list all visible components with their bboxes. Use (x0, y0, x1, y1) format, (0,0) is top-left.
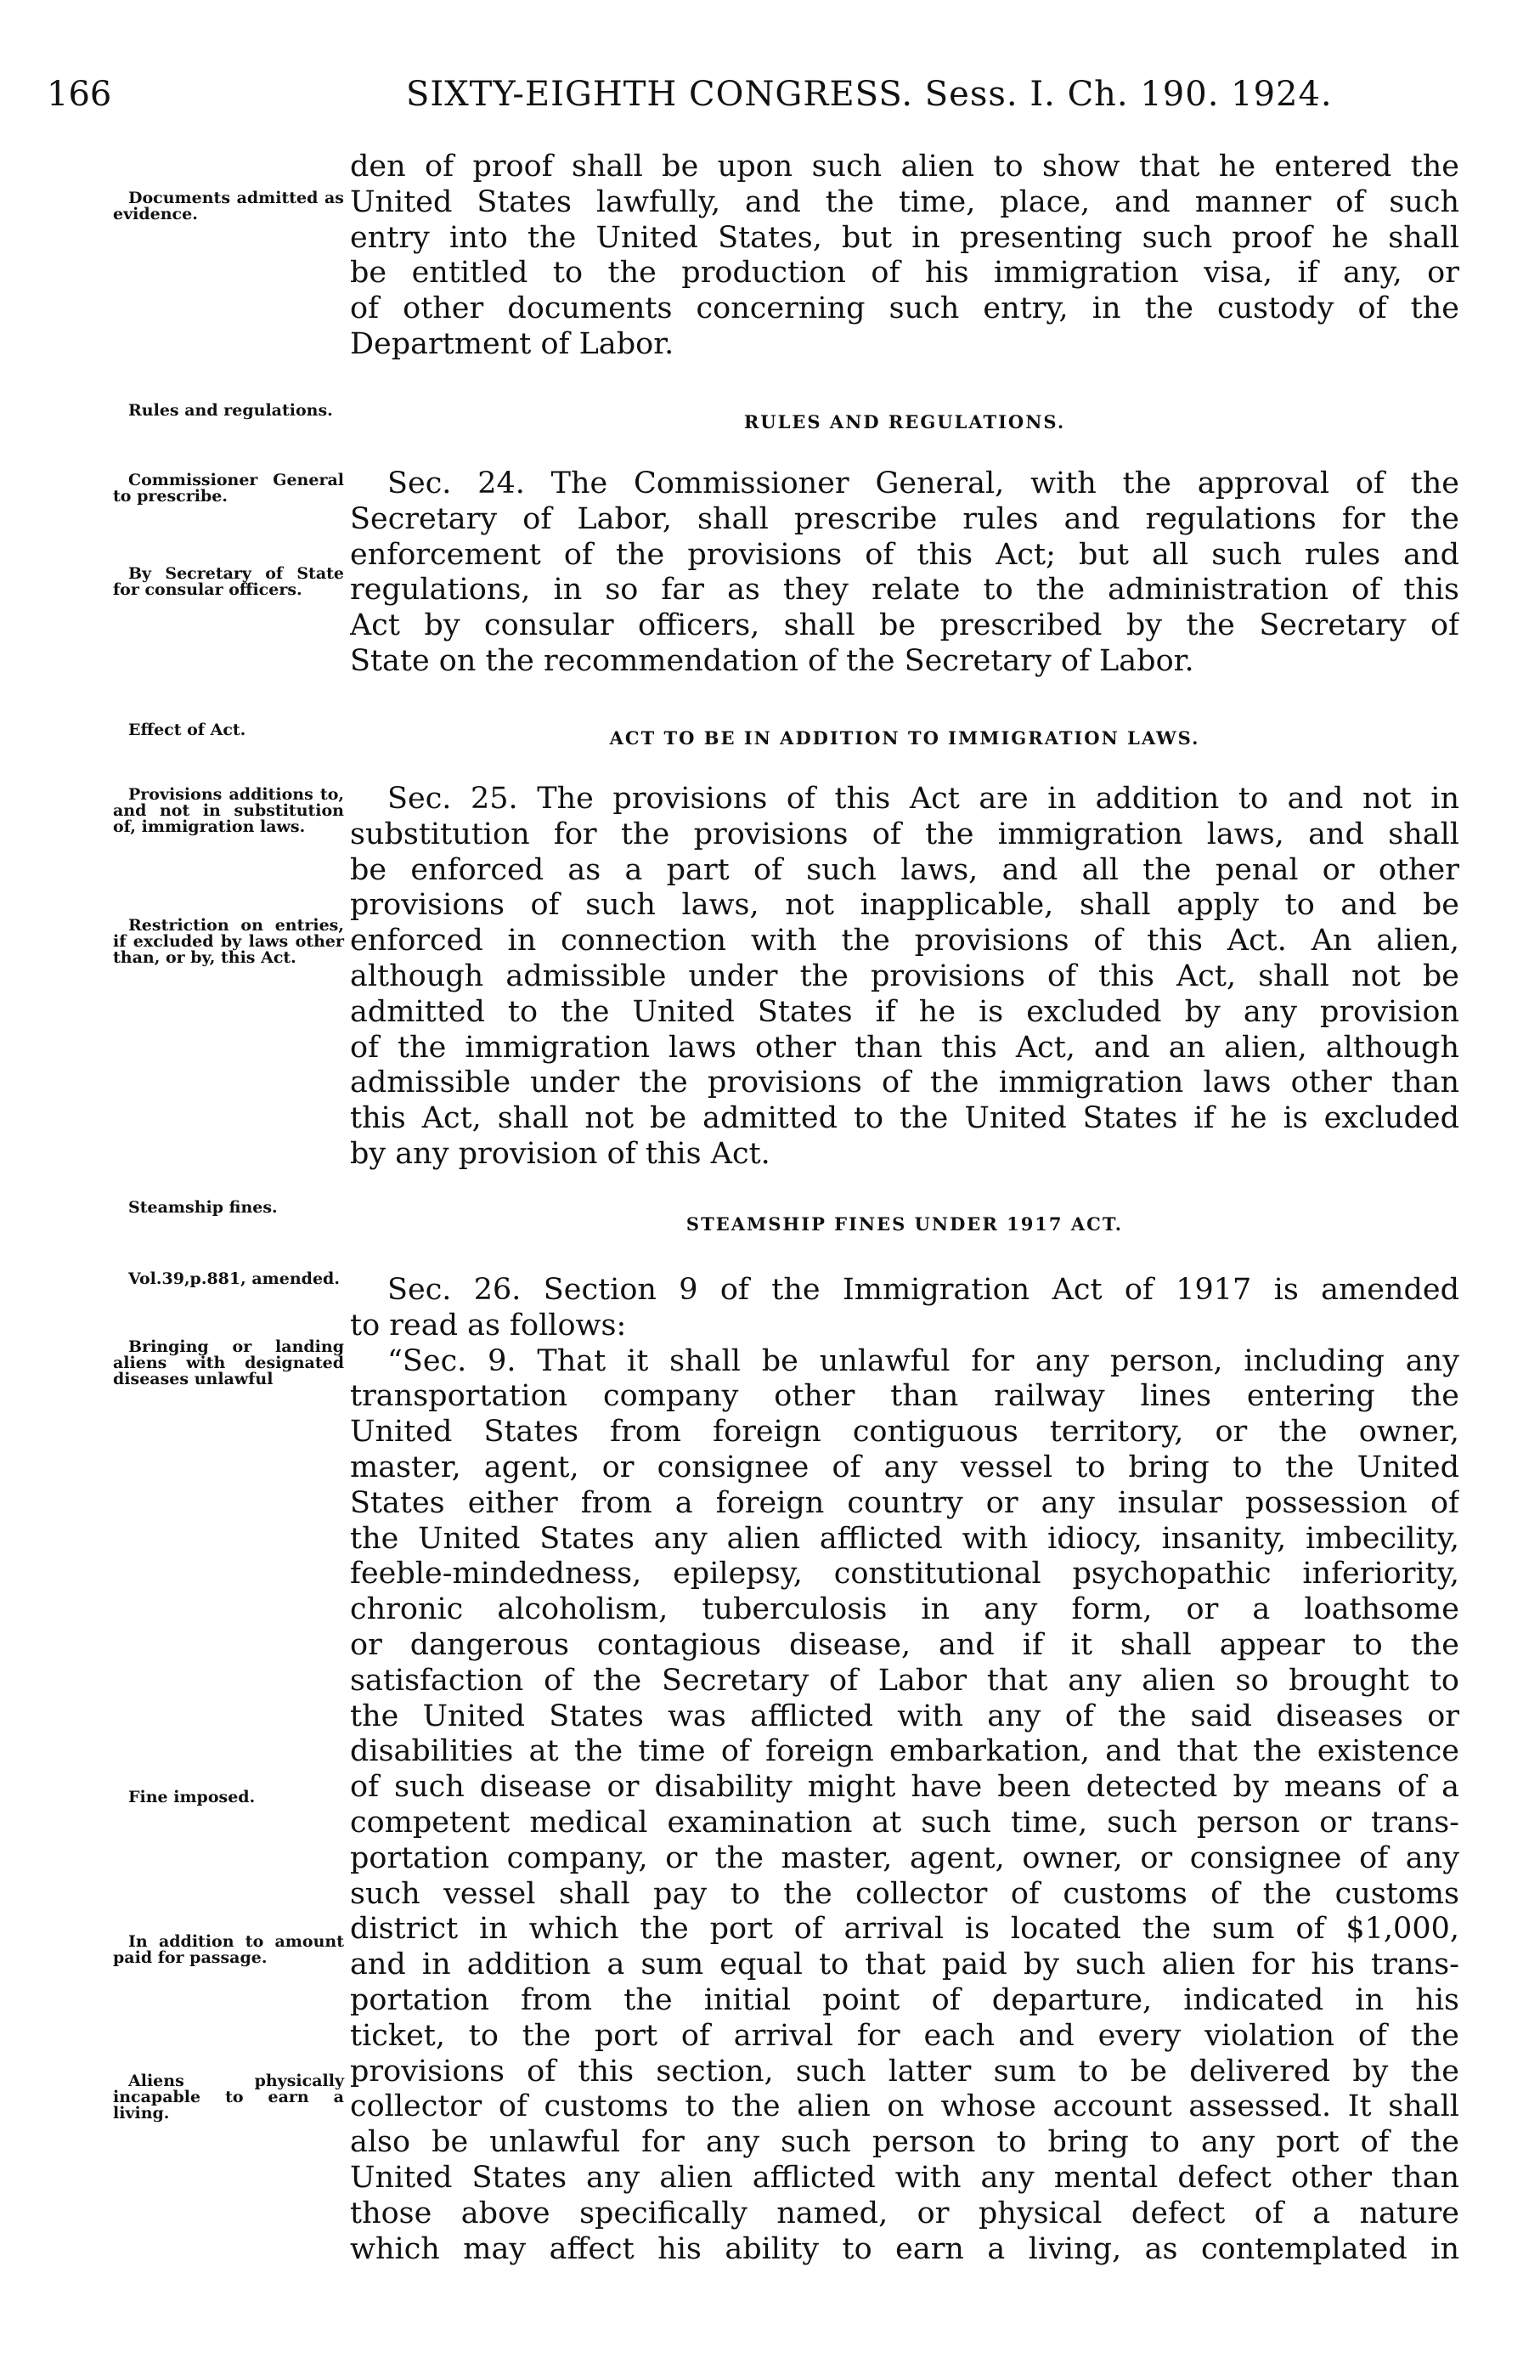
text-line: United States lawfully, and the time, place, and manner of such (350, 184, 1459, 219)
text-block-sec26 (350, 1273, 1459, 2267)
text-line: entry into the United States, but in presenting such proof he shall (350, 220, 1459, 255)
running-head: SIXTY-EIGHTH CONGRESS. Sess. I. Ch. 190. 1924. (406, 75, 1333, 114)
margin-note: By Secretary of State for consular officers. (113, 564, 344, 599)
text-block-sec25 (350, 782, 1459, 1173)
margin-note: Provisions additions to, and not in substitution of, immigration laws. (113, 785, 344, 836)
text-line: Department of Labor. (350, 326, 674, 361)
text-line: State on the recommendation of the Secretary of Labor. (350, 643, 1194, 678)
margin-note: Steamship fines. (128, 1198, 278, 1217)
section-heading: ACT TO BE IN ADDITION TO IMMIGRATION LAWS. (609, 727, 1200, 749)
section-heading: STEAMSHIP FINES UNDER 1917 ACT. (685, 1213, 1124, 1235)
text-line: transportation company other than railway lines entering the (350, 1379, 1459, 1414)
text-line: Sec. 25. The provisions of this Act are in addition to and not in (387, 782, 1459, 816)
margin-note: Commissioner General to prescribe. (113, 471, 344, 506)
text-line: satisfaction of the Secretary of Labor that any alien so brought to (350, 1663, 1459, 1698)
text-line: of such disease or disability might have been detected by means of a (350, 1770, 1459, 1805)
text-line: to read as follows: (350, 1308, 627, 1343)
text-line: den of proof shall be upon such alien to show that he entered the (350, 150, 1459, 184)
margin-note: Effect of Act. (128, 721, 246, 739)
text-line: of the immigration laws other than this Act, and an alien, although (350, 1030, 1459, 1065)
text-line: be entitled to the production of his immigration visa, if any, or (350, 256, 1459, 291)
text-line: this Act, shall not be admitted to the United States if he is excluded (350, 1101, 1459, 1136)
text-line: provisions of this section, such latter sum to be delivered by the (350, 2054, 1459, 2089)
text-line: of other documents concerning such entry, in the custody of the (350, 291, 1459, 326)
margin-note: Vol.39,p.881, amended. (128, 1269, 340, 1288)
text-line: enforced in connection with the provisions of this Act. An alien, (350, 924, 1459, 958)
text-line: United States from foreign contiguous territory, or the owner, (350, 1415, 1459, 1450)
text-line: the United States any alien afflicted with idiocy, insanity, imbecility, (350, 1521, 1459, 1556)
text-line: “Sec. 9. That it shall be unlawful for any person, including any (387, 1343, 1459, 1378)
margin-note: Restriction on entries, if excluded by laws other than, or by, this Act. (113, 916, 344, 967)
text-block-sec23-continued (350, 150, 1459, 363)
text-line: chronic alcoholism, tuberculosis in any form, or a loathsome (350, 1592, 1459, 1627)
text-line: also be unlawful for any such person to bring to any port of the (350, 2125, 1459, 2160)
text-line: admitted to the United States if he is excluded by any provision (350, 994, 1459, 1029)
section-heading: RULES AND REGULATIONS. (743, 411, 1066, 432)
text-line: feeble-mindedness, epilepsy, constitutional psychopathic inferiority, (350, 1557, 1459, 1591)
text-line: States either from a foreign country or any insular possession of (350, 1485, 1459, 1520)
text-line: enforcement of the provisions of this Act; but all such rules and (350, 537, 1459, 572)
text-line: disabilities at the time of foreign embarkation, and that the existence (350, 1734, 1459, 1769)
text-line: or dangerous contagious disease, and if it shall appear to the (350, 1627, 1459, 1662)
text-line: admissible under the provisions of the immigration laws other than (350, 1066, 1459, 1100)
text-line: regulations, in so far as they relate to the administration of this (350, 573, 1459, 608)
margin-note: Aliens physically incapable to earn a living. (113, 2072, 344, 2123)
margin-note: Documents admitted as evidence. (113, 189, 344, 223)
text-line: competent medical examination at such time, such person or trans- (350, 1805, 1459, 1840)
text-line: provisions of such laws, not inapplicable, shall apply to and be (350, 888, 1459, 923)
text-line: portation company, or the master, agent, owner, or consignee of any (350, 1840, 1459, 1875)
text-line: be enforced as a part of such laws, and all the penal or other (350, 852, 1459, 887)
text-line: district in which the port of arrival is located the sum of $1,000, (350, 1912, 1459, 1947)
text-line: United States any alien afflicted with any mental defect other than (350, 2160, 1459, 2195)
text-line: the United States was afflicted with any of the said diseases or (350, 1699, 1459, 1733)
text-line: Sec. 24. The Commissioner General, with the approval of the (387, 466, 1459, 500)
margin-note: Fine imposed. (128, 1788, 256, 1806)
page-number: 166 (47, 75, 112, 114)
text-line: although admissible under the provisions of this Act, shall not be (350, 958, 1459, 993)
text-line: Sec. 26. Section 9 of the Immigration Act of 1917 is amended (387, 1273, 1459, 1307)
text-line: which may affect his ability to earn a living, as contemplated in (350, 2231, 1459, 2266)
text-line: Act by consular officers, shall be prescribed by the Secretary of (350, 608, 1459, 643)
text-line: those above specifically named, or physical defect of a nature (350, 2196, 1459, 2230)
text-block-sec24 (350, 466, 1459, 680)
margin-note: Bringing or landing aliens with designated diseases unlawful (113, 1337, 344, 1388)
margin-note: Rules and regulations. (128, 401, 333, 420)
text-line: substitution for the provisions of the immigration laws, and shall (350, 817, 1459, 851)
margin-note: In addition to amount paid for passage. (113, 1932, 344, 1967)
text-line: ticket, to the port of arrival for each and every violation of the (350, 2018, 1459, 2053)
text-line: Secretary of Labor, shall prescribe rules and regulations for the (350, 501, 1459, 536)
text-line: and in addition a sum equal to that paid by such alien for his trans- (350, 1948, 1459, 1982)
text-line: master, agent, or consignee of any vessel to bring to the United (350, 1450, 1459, 1484)
text-line: portation from the initial point of departure, indicated in his (350, 1982, 1459, 2017)
text-line: by any provision of this Act. (350, 1136, 770, 1171)
text-line: such vessel shall pay to the collector of customs of the customs (350, 1876, 1459, 1911)
text-line: collector of customs to the alien on whose account assessed. It shall (350, 2089, 1459, 2124)
